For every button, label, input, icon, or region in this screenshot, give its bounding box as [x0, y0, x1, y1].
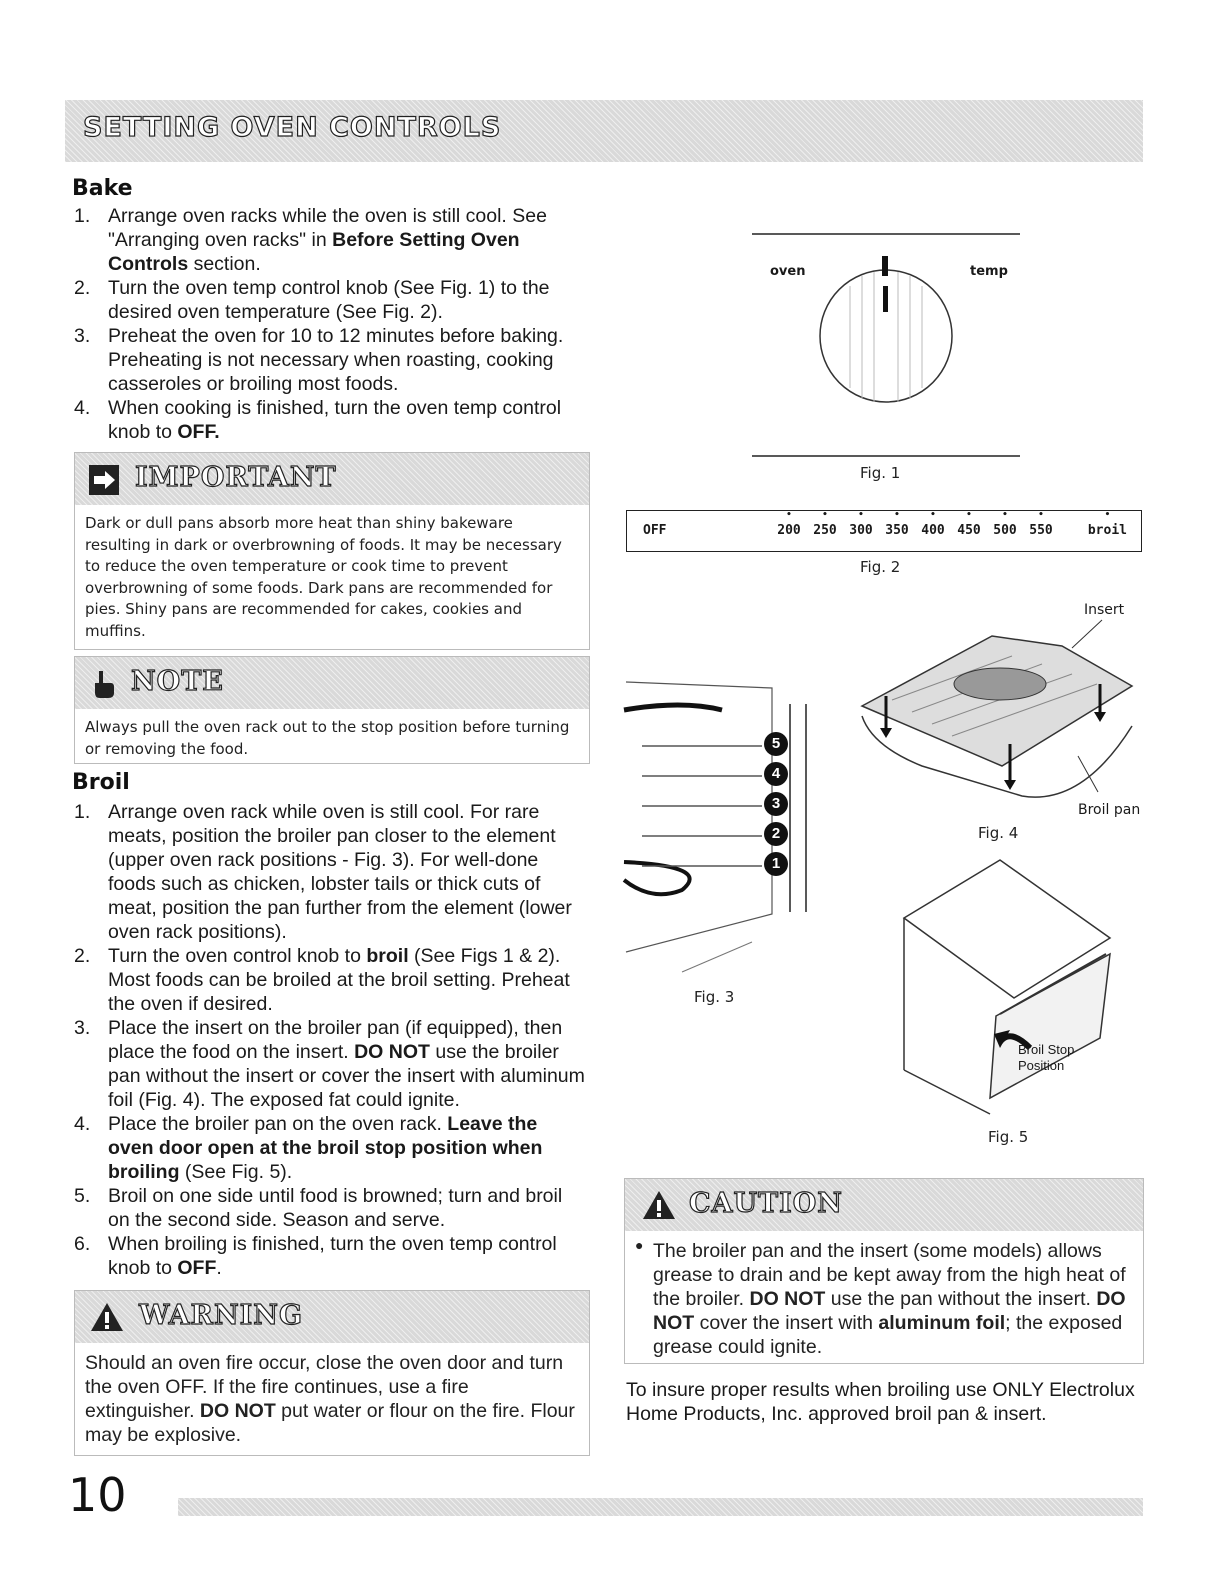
bake-heading: Bake	[72, 176, 133, 201]
fig5-caption: Fig. 5	[988, 1128, 1029, 1146]
scale-off-label: OFF	[643, 523, 667, 538]
footer-bar	[178, 1498, 1143, 1516]
fig4-broil-pan-diagram	[852, 596, 1144, 822]
list-item: 3. Place the insert on the broiler pan (if equipped), then place the food on the insert. DO NOT use the broiler pan without the insert or cover the insert with aluminum foil (Fig. 4). The exposed fat could ignite.	[74, 1017, 585, 1111]
scale-tick: • 200	[771, 523, 807, 538]
rack-position-2: 2	[771, 825, 781, 842]
list-item: 2. Turn the oven control knob to broil (See Figs 1 & 2). Most foods can be broiled at the broil setting. Preheat the oven if desired.	[74, 945, 570, 1015]
bake-steps	[66, 204, 586, 444]
knob-label-temp: temp	[970, 264, 1008, 279]
fig2-temperature-scale	[626, 510, 1142, 552]
rack-position-1: 1	[771, 855, 781, 872]
fig4-caption: Fig. 4	[978, 824, 1019, 842]
scale-tick: • 250	[807, 523, 843, 538]
list-item: 5. Broil on one side until food is browned; turn and broil on the second side. Season and serve.	[74, 1185, 563, 1231]
caution-label: CAUTION	[689, 1188, 843, 1219]
fig3-rack-diagram	[622, 652, 822, 982]
hand-pointer-icon	[91, 669, 115, 699]
important-text: Dark or dull pans absorb more heat than shiny bakeware resulting in dark or overbrowning of foods. It may be necessary to reduce the oven temperature or cook time to prevent overbrowning of some foods. Dark pans are recommended for pies. Shiny pans are recommended for cakes, cookies and muffins.	[85, 514, 562, 640]
list-item: 4. When cooking is finished, turn the oven temp control knob to OFF.	[74, 397, 562, 443]
rack-position-3: 3	[771, 795, 781, 812]
oven-cavity-icon	[622, 652, 822, 982]
note-header	[75, 657, 589, 709]
note-label: NOTE	[131, 666, 224, 697]
caution-box	[624, 1178, 1144, 1364]
scale-tick: • 300	[843, 523, 879, 538]
scale-tick: • 550	[1023, 523, 1059, 538]
fig5-range-diagram	[900, 858, 1116, 1120]
important-box	[74, 452, 590, 650]
broil-stop-label-1: Broil Stop	[1018, 1042, 1075, 1057]
broil-pan-icon	[852, 596, 1144, 822]
page-number: 10	[68, 1468, 127, 1522]
scale-tick: • 450	[951, 523, 987, 538]
broil-pan-label: Broil pan	[1078, 802, 1141, 818]
list-item: 4. Place the broiler pan on the oven rack. Leave the oven door open at the broil stop position when broiling (See Fig. 5).	[74, 1113, 543, 1183]
broil-heading: Broil	[72, 770, 130, 795]
important-header	[75, 453, 589, 505]
fig3-caption: Fig. 3	[694, 988, 735, 1006]
warning-box	[74, 1290, 590, 1456]
arrow-box-icon	[89, 465, 119, 495]
warning-text: Should an oven fire occur, close the oven door and turn the oven OFF. If the fire continues, use a fire extinguisher. DO NOT put water or flour on the fire. Flour may be explosive.	[85, 1352, 575, 1446]
list-item: 1. Arrange oven racks while the oven is still cool. See "Arranging oven racks" in Before Setting Oven Controls section.	[74, 205, 547, 275]
section-title-bar	[65, 100, 1143, 162]
scale-tick: • 500	[987, 523, 1023, 538]
rack-position-4: 4	[771, 765, 781, 782]
broil-stop-label-2: Position	[1018, 1058, 1065, 1073]
rack-position-5: 5	[771, 735, 781, 752]
note-text: Always pull the oven rack out to the stop position before turning or removing the food.	[85, 718, 570, 758]
fig1-knob-diagram	[750, 232, 1022, 460]
caution-header	[625, 1179, 1143, 1231]
list-item: 3. Preheat the oven for 10 to 12 minutes before baking. Preheating is not necessary when roasting, cooking casseroles or broiling most foods.	[74, 325, 564, 395]
caution-triangle-icon	[641, 1189, 677, 1221]
page-title: SETTING OVEN CONTROLS	[83, 112, 502, 143]
warning-triangle-icon	[89, 1301, 125, 1333]
list-item: 1. Arrange oven rack while oven is still cool. For rare meats, position the broiler pan closer to the element (upper oven rack positions - Fig. 3). For well-done foods such as chicken, lobster tails or thick cuts of meat, position the pan further from the element (lower oven rack positions).	[74, 801, 572, 943]
closing-note: To insure proper results when broiling use ONLY Electrolux Home Products, Inc. approved broil pan & insert.	[626, 1379, 1135, 1425]
broil-steps	[66, 800, 586, 1280]
important-label: IMPORTANT	[135, 462, 337, 493]
scale-tick: • 350	[879, 523, 915, 538]
scale-broil-label: • broil	[1088, 523, 1127, 538]
insert-label: Insert	[1084, 602, 1125, 618]
scale-tick: • 400	[915, 523, 951, 538]
warning-header	[75, 1291, 589, 1343]
fig2-caption: Fig. 2	[860, 558, 901, 576]
range-icon	[900, 858, 1116, 1120]
fig1-caption: Fig. 1	[860, 464, 901, 482]
list-item: 2. Turn the oven temp control knob (See Fig. 1) to the desired oven temperature (See Fig. 2).	[74, 277, 550, 323]
list-item: 6. When broiling is finished, turn the oven temp control knob to OFF.	[74, 1233, 557, 1279]
bullet-icon: ●	[635, 1237, 644, 1253]
warning-label: WARNING	[139, 1300, 304, 1331]
knob-label-oven: oven	[770, 264, 806, 279]
note-box	[74, 656, 590, 764]
caution-text: ● The broiler pan and the insert (some models) allows grease to drain and be kept away from the high heat of the broiler. DO NOT use the pan without the insert. DO NOT cover the insert with aluminum foil; the exposed grease could ignite.	[625, 1231, 1143, 1367]
